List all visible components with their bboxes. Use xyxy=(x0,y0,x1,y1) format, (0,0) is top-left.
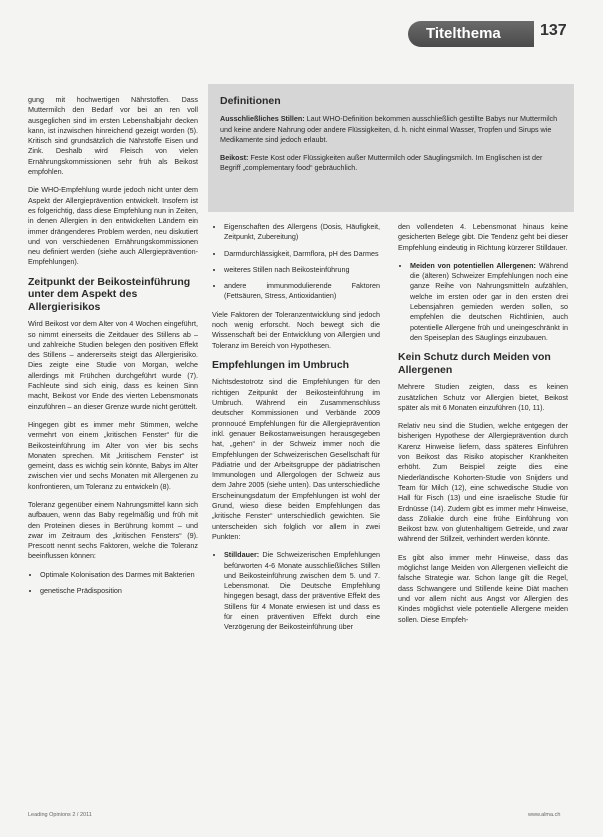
section-heading: Kein Schutz durch Meiden von Allergenen xyxy=(398,351,551,376)
item-text: Die Schweizerischen Empfehlungen befürworten 4-6 Monate ausschließliches Stillen und Beikosteinführung zwischen dem 5. und 7. Lebensmonat. Die Deutsche Empfehlung hingegen besagt, dass der präventive Effekt des Stillens für 4 Monate erwiesen ist und dass es für einen präventiven Effekt durch eine Verzögerung der Beikosteinführung über xyxy=(224,550,380,632)
list-item: • andere immunmodulierende Faktoren (Fettsäuren, Stress, Antioxidantien) xyxy=(224,281,380,302)
list-item: • Optimale Kolonisation des Darmes mit Bakterien xyxy=(40,570,198,580)
term: Meiden von potentiellen Allergenen: xyxy=(410,260,536,270)
footer-url: www.alma.ch xyxy=(528,812,561,818)
list-item xyxy=(224,550,380,632)
paragraph: Viele Faktoren der Toleranzentwicklung sind jedoch noch wenig erforscht. Noch bewegt sich die Wissenschaft bei der Entwicklung von Allergien und Toleranz im Bereich von Hypothesen. xyxy=(212,309,380,350)
footer-publication: Leading Opinions 2 / 2011 xyxy=(28,812,92,818)
points-list-continued xyxy=(398,261,568,343)
section-heading: Zeitpunkt der Beikosteinführung unter dem Aspekt des Allergierisikos xyxy=(28,275,191,313)
paragraph: den vollendeten 4. Lebensmonat hinaus keine gesicherten Belege gibt. Die Tendenz geht bei dieser Empfehlung eindeutig in Richtung kürzerer Stilldauer. xyxy=(398,222,568,252)
term: Stilldauer: xyxy=(224,550,260,560)
factor-list-continued xyxy=(212,222,380,302)
section-header: Titelthema xyxy=(408,21,534,47)
list-item: • genetische Prädisposition xyxy=(40,586,198,596)
paragraph: Nichtsdestotrotz sind die Empfehlungen für den richtigen Zeitpunkt der Beikosteinführung im Umbruch. Während ein Zusammenschluss deutscher Kommissionen und Verbände 2009 pronnoucé Empfehlungen für die Allergieprävention inkl. genauer Beikostanweisungen herausgegeben hat, „gehen“ in der Schweiz immer noch die Empfehlungen der Schweizerischen Gesellschaft für Pädiatrie und der Arbeitsgruppe der pädiatrischen Immunologen und Allergologen der Schweiz aus dem Jahre 2005 (siehe unten). Das unterschiedliche Erscheinungsdatum der Empfehlungen ist wohl der Grund, wieso diese beiden Empfehlungen das „kritische Fenster“ unterschiedlich gewichten. Sie unterscheiden sich folglich vor allem in zwei Punkten: xyxy=(212,377,380,541)
section-heading: Empfehlungen im Umbruch xyxy=(212,358,350,371)
definition xyxy=(220,114,562,145)
paragraph: Es gibt also immer mehr Hinweise, dass das möglichst lange Meiden von Allergenen vielleicht die falsche Strategie war. Schon lange gilt die Regel, dass Schwangere und Stillende keine Diät machen und vor allem nicht aus Angst vor Allergien des Kindes möglichst viele potentielle Allergene meiden sollen. Diese Empfeh- xyxy=(398,552,568,624)
column-right xyxy=(398,222,568,633)
paragraph: Hingegen gibt es immer mehr Stimmen, welche vermehrt von einem „kritischen Fenster“ für die Beikosteinführung im Alter von vier bis sechs Monaten sprechen. Mit „kritischem Fenster“ ist gemeint, dass es wichtig sein könnte, Babys im Alter zwischen vier und sechs Monaten mit Allergenen zu konfrontieren, um Toleranz zu entwickeln (8). xyxy=(28,419,198,491)
definition-text: Feste Kost oder Flüssigkeiten außer Muttermilch oder Säuglingsmilch. Im Englischen ist der Begriff „complementary food“ gebräuchlich. xyxy=(220,153,543,173)
list-item: • Darmdurchlässigkeit, Darmflora, pH des Darmes xyxy=(224,249,380,259)
item-text: Während die (älteren) Schweizer Empfehlungen noch eine ganze Reihe von Nahrungsmitteln aufzählen, welche im ersten oder gar in den ersten drei Lebensjahren gemieden werden sollen, so empfehlen die deutschen Richtlinien, auch potentielle Allergene früh und uneingeschränkt in den Speiseplan des Säuglings einzubauen. xyxy=(410,260,568,342)
definition-text: Laut WHO-Definition bekommen ausschließlich gestillte Babys nur Muttermilch und keine andere Nahrung oder andere Flüssigkeiten, d. h. nicht einmal Wasser, Tropfen und Sirups wie Medikamente sind jedoch erlaubt. xyxy=(220,114,558,144)
definitions-title: Definitionen xyxy=(220,95,281,107)
factor-list xyxy=(28,570,198,597)
paragraph: Toleranz gegenüber einem Nahrungsmittel kann sich aufbauen, wenn das Baby regelmäßig und früh mit den Proteinen dieses in Berührung kommt – und zwar im Zeitraum des „kritischen Fensters“ (9). Prescott nennt sechs Faktoren, welche die Toleranz beeinflussen können: xyxy=(28,500,198,561)
paragraph: Die WHO-Empfehlung wurde jedoch nicht unter dem Aspekt der Allergieprävention entwickelt. Insofern ist es folgerichtig, dass diese Empfehlung nun in Zeiten, in denen Allergien in den entwickelten Ländern ein immer drängenderes Problem werden, neu diskutiert und von verschiedenen Ernährungskommissionen neu definiert werden (siehe auch Allergieprävention-Empfehlungen). xyxy=(28,185,198,267)
term: Ausschließliches Stillen: xyxy=(220,114,305,124)
paragraph: Wird Beikost vor dem Alter von 4 Wochen eingeführt, so nimmt einerseits die Zeitdauer des Stillens ab – und zahlreiche Studien belegen den positiven Effekt des Stillens – andererseits steigt das Allergierisiko. Dies zeigte eine Studie von Morgan, welche allerdings mit Frühchen durchgeführt wurde (7). Fachleute sind sich einig, dass es keinen Sinn macht, Beikost vor Ende des vierten Lebensmonats einzuführen – an dieser Grenze wurde nicht gerüttelt. xyxy=(28,319,198,411)
points-list xyxy=(212,550,380,632)
list-item xyxy=(410,261,568,343)
paragraph: gung mit hochwertigen Nährstoffen. Dass Muttermilch den Bedarf vor bei an ren voll ausgeglichen sind im ersten Lebenshalbjahr decken kann, ist inzwischen hinreichend gezeigt worden (5). Kritisch sind grundsätzlich die Nährstoffe Eisen und Zink. Deshalb wird Fleisch von vielen Ernährungskommissionen sehr früh als Beikost empfohlen. xyxy=(28,95,198,177)
page-number: 137 xyxy=(540,22,567,39)
column-left xyxy=(28,95,198,604)
list-item: • weiteres Stillen nach Beikosteinführung xyxy=(224,265,380,275)
definitions-box xyxy=(208,84,574,212)
paragraph: Mehrere Studien zeigten, dass es keinen zusätzlichen Schutz vor Allergien bietet, Beikost später als mit 6 Monaten einzuführen (10, 11). xyxy=(398,382,568,412)
column-middle xyxy=(212,222,380,641)
definition xyxy=(220,153,562,174)
paragraph: Relativ neu sind die Studien, welche entgegen der bisherigen Hypothese der Allergieprävention durch Karenz Hinweise liefern, dass späteres Einführen von Beikost das Risiko atopischer Krankheiten erhöht. Zum Beispiel zeigte dies eine Niederländische Kohorten-Studie von Snijders und Team für Milch (12), eine schwedische Studie von Hall für Fisch (13) und eine israelische Studie für Erdnüsse (14). Zudem gibt es immer mehr Hinweise, dass Zöliakie durch eine frühe Einführung von Beikost bzw. von glutenhaltigem Getreide, und zwar während der Stillzeit, verhindert werden könnte. xyxy=(398,421,568,544)
term: Beikost: xyxy=(220,153,249,163)
list-item: • Eigenschaften des Allergens (Dosis, Häufigkeit, Zeitpunkt, Zubereitung) xyxy=(224,222,380,243)
